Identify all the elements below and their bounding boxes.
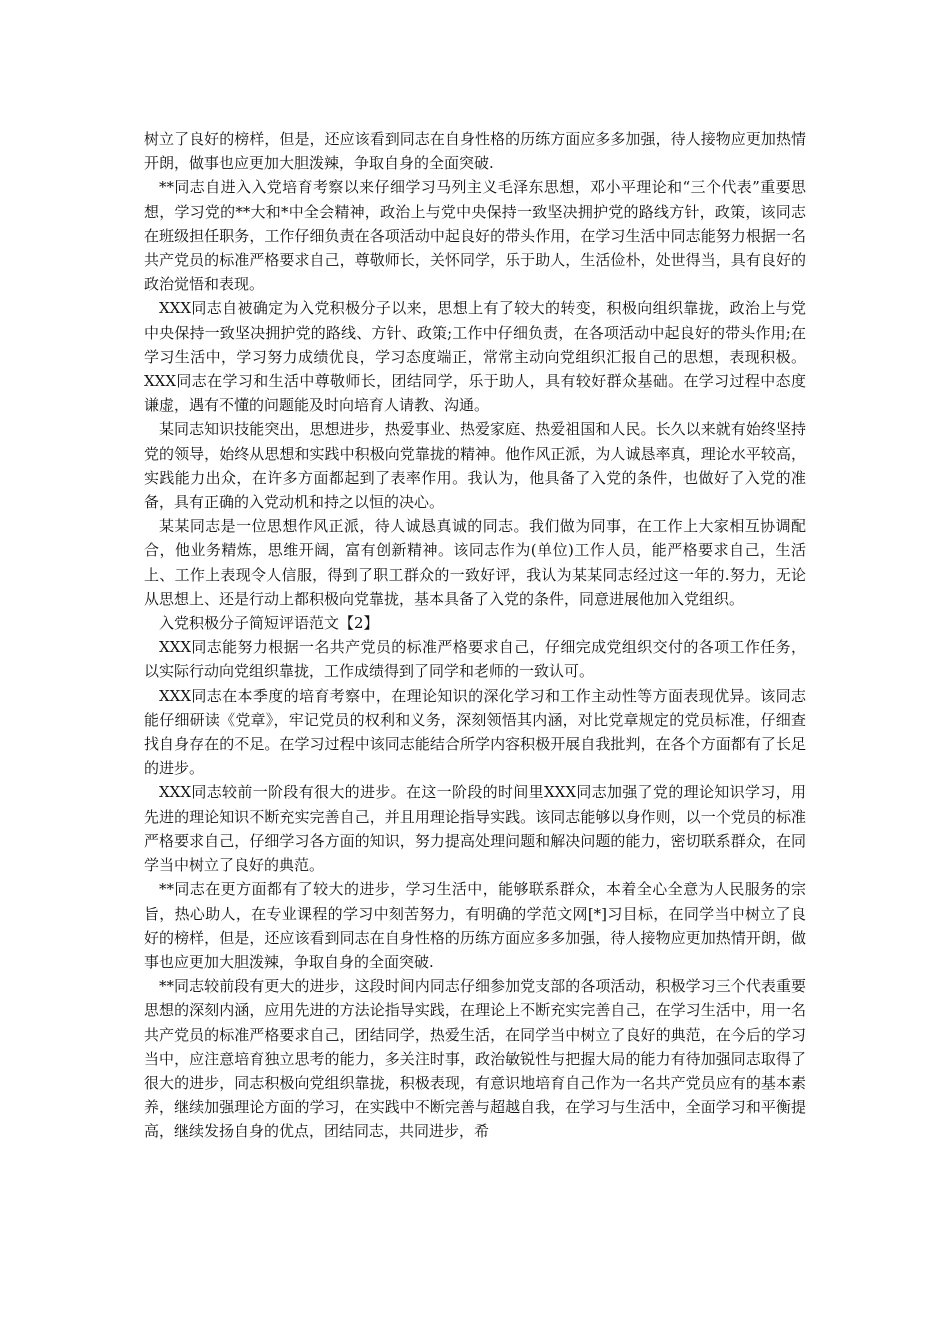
document-page (144, 127, 806, 1144)
paragraph-2: **同志自进入入党培育考察以来仔细学习马列主义毛泽东思想，邓小平理论和“三个代表”重要思想，学习党的**大和*中全会精神，政治上与党中央保持一致坚决拥护党的路线方针，政策，该同志在班级担任职务，工作仔细负责在各项活动中起良好的带头作用，在学习生活中同志能努力根据一名共产党员的标准严格要求自己，尊敬师长，关怀同学，乐于助人，生活俭朴，处世得当，具有良好的政治觉悟和表现。 (144, 178, 806, 294)
paragraph-8: XXX同志较前一阶段有很大的进步。在这一阶段的时间里XXX同志加强了党的理论知识学习，用先进的理论知识不断充实完善自己，并且用理论指导实践。该同志能够以身作则，以一个党员的标准严格要求自己，仔细学习各方面的知识，努力提高处理问题和解决问题的能力，密切联系群众，在同学当中树立了良好的典范。 (144, 783, 806, 875)
paragraph-1: 树立了良好的榜样，但是，还应该看到同志在自身性格的历练方面应多多加强，待人接物应更加热情开朗，做事也应更加大胆泼辣，争取自身的全面突破. (144, 130, 806, 173)
paragraph-10: **同志较前段有更大的进步，这段时间内同志仔细参加党支部的各项活动，积极学习三个代表重要思想的深刻内涵，应用先进的方法论指导实践，在理论上不断充实完善自己，在学习生活中，用一名共产党员的标准严格要求自己，团结同学，热爱生活，在同学当中树立了良好的典范，在今后的学习当中，应注意培育独立思考的能力，多关注时事，政治敏锐性与把握大局的能力有待加强同志取得了很大的进步，同志积极向党组织靠拢，积极表现，有意识地培育自己作为一名共产党员应有的基本素养，继续加强理论方面的学习，在实践中不断完善与超越自我，在学习与生活中，全面学习和平衡提高，继续发扬自身的优点，团结同志，共同进步，希 (144, 977, 806, 1141)
paragraph-5: 某某同志是一位思想作风正派，待人诚恳真诚的同志。我们做为同事，在工作上大家相互协调配合，他业务精炼，思维开阔，富有创新精神。该同志作为(单位)工作人员，能严格要求自己，生活上、工作上表现令人信服，得到了职工群众的一致好评，我认为某某同志经过这一年的.努力，无论从思想上、还是行动上都积极向党靠拢，基本具备了入党的条件，同意进展他加入党组织。 (144, 517, 806, 608)
paragraph-7: XXX同志在本季度的培育考察中，在理论知识的深化学习和工作主动性等方面表现优异。该同志能仔细研读《党章》，牢记党员的权利和义务，深刻领悟其内涵，对比党章规定的党员标准，仔细查找自身存在的不足。在学习过程中该同志能结合所学内容积极开展自我批判，在各个方面都有了长足的进步。 (144, 686, 806, 778)
paragraph-9: **同志在更方面都有了较大的进步，学习生活中，能够联系群众，本着全心全意为人民服务的宗旨，热心助人，在专业课程的学习中刻苦努力，有明确的学范文网[*]习目标，在同学当中树立了良好的榜样，但是，还应该看到同志在自身性格的历练方面应多多加强，待人接物应更加热情开朗，做事也应更加大胆泼辣，争取自身的全面突破. (144, 880, 806, 971)
paragraph-3: XXX同志自被确定为入党积极分子以来，思想上有了较大的转变，积极向组织靠拢，政治上与党中央保持一致坚决拥护党的路线、方针、政策;工作中仔细负责，在各项活动中起良好的带头作用;在学习生活中，学习努力成绩优良，学习态度端正，常常主动向党组织汇报自己的思想，表现积极。XXX同志在学习和生活中尊敬师长，团结同学，乐于助人，具有较好群众基础。在学习过程中态度谦虚，遇有不懂的问题能及时向培育人请教、沟通。 (144, 299, 806, 415)
paragraph-6: XXX同志能努力根据一名共产党员的标准严格要求自己，仔细完成党组织交付的各项工作任务，以实际行动向党组织靠拢，工作成绩得到了同学和老师的一致认可。 (144, 638, 806, 681)
section-heading: 入党积极分子简短评语范文【2】 (159, 614, 379, 633)
paragraph-4: 某同志知识技能突出，思想进步，热爱事业、热爱家庭、热爱祖国和人民。长久以来就有始终坚持党的领导，始终从思想和实践中积极向党靠拢的精神。他作风正派，为人诚恳率真，理论水平较高，实践能力出众，在许多方面都起到了表率作用。我认为，他具备了入党的条件，也做好了入党的准备，具有正确的入党动机和持之以恒的决心。 (144, 420, 806, 512)
